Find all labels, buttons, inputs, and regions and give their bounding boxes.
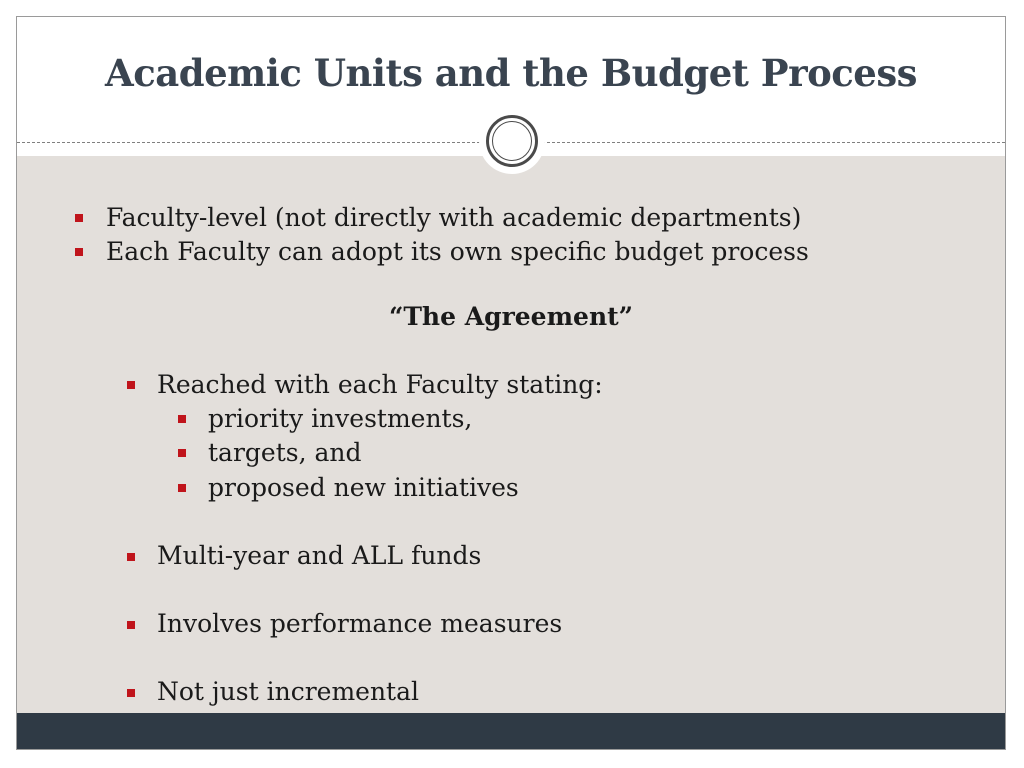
sub-bullet-targets: targets, and [208, 438, 362, 467]
bullet-icon [75, 248, 83, 256]
bullet-faculty-level: Faculty-level (not directly with academic departments) [106, 203, 802, 232]
sub-bullet-icon [178, 415, 186, 423]
bullet-performance-measures: Involves performance measures [157, 609, 563, 638]
sub-bullet-icon [178, 484, 186, 492]
bullet-multi-year: Multi-year and ALL funds [157, 541, 482, 570]
sub-bullet-priority-investments: priority investments, [208, 404, 473, 433]
sub-bullet-icon [178, 449, 186, 457]
bullet-icon [127, 689, 135, 697]
bullet-icon [127, 381, 135, 389]
sub-bullet-new-initiatives: proposed new initiatives [208, 473, 519, 502]
slide-title: Academic Units and the Budget Process [105, 51, 917, 95]
bullet-reached: Reached with each Faculty stating: [157, 370, 603, 399]
circle-ornament-inner [492, 121, 532, 161]
slide [16, 16, 1006, 750]
bullet-not-incremental: Not just incremental [157, 677, 419, 706]
circle-ornament-icon [486, 115, 538, 167]
bullet-icon [75, 214, 83, 222]
bullet-faculty-budget-process: Each Faculty can adopt its own specific budget process [106, 237, 809, 266]
agreement-heading: “The Agreement” [388, 302, 634, 331]
footer-bar [17, 713, 1005, 749]
bullet-icon [127, 621, 135, 629]
bullet-icon [127, 553, 135, 561]
